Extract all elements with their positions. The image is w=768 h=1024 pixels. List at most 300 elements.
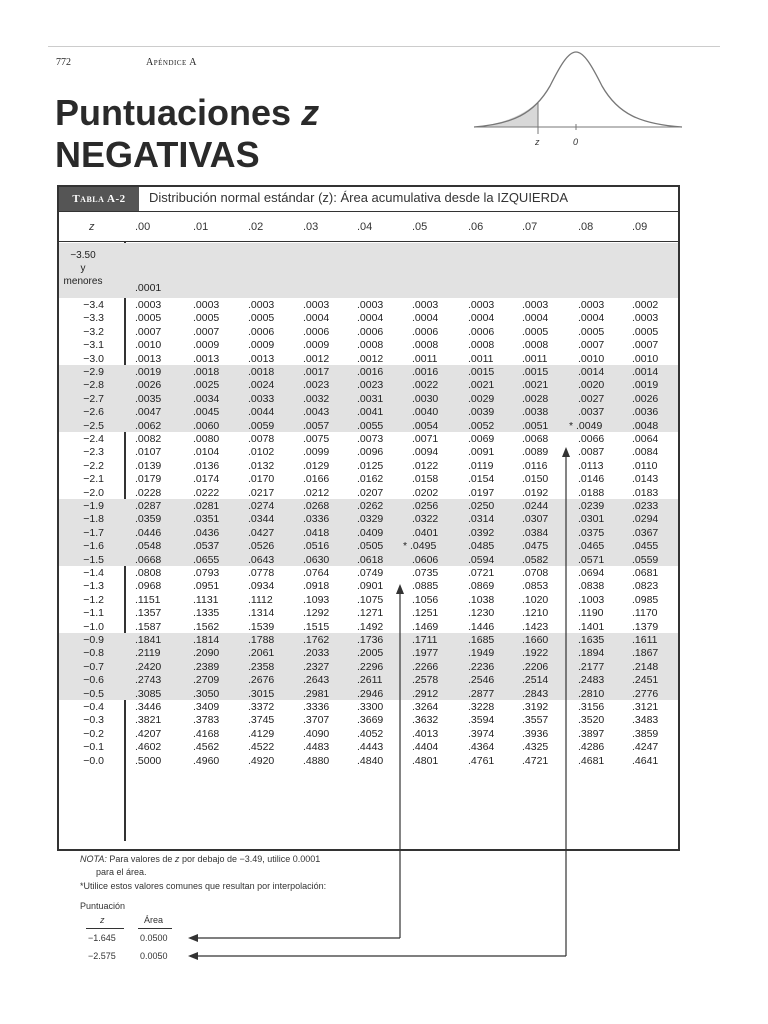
table-row xyxy=(59,714,678,727)
table-cell: .0002 xyxy=(632,299,659,311)
table-cell: .2810 xyxy=(578,687,605,700)
table-cell: .1401 xyxy=(578,620,605,633)
table-cell: .0054 xyxy=(412,419,439,432)
table-cell: .1314 xyxy=(248,607,275,620)
table-cell: .2643 xyxy=(303,674,330,687)
table-cell: .4090 xyxy=(303,727,330,740)
table-cell: .0793 xyxy=(193,567,220,579)
table-cell: .3669 xyxy=(357,714,384,727)
table-cell: .0823 xyxy=(632,580,659,593)
table-cell: .2177 xyxy=(578,660,605,673)
table-cell: .0104 xyxy=(193,446,220,459)
table-cell: .4721 xyxy=(522,754,549,767)
table-cell: .3783 xyxy=(193,714,220,727)
table-cell: .0708 xyxy=(522,567,549,579)
z-value: −0.1 xyxy=(83,741,104,754)
table-cell: .1379 xyxy=(632,620,659,633)
table-cell: .0027 xyxy=(578,392,605,405)
table-cell: .0003 xyxy=(303,299,330,311)
example-z-2: −2.575 xyxy=(88,951,116,961)
note-line-2: para el área. xyxy=(96,867,147,877)
table-cell: .0005 xyxy=(522,325,549,338)
table-cell: .0014 xyxy=(632,366,659,378)
table-cell: .0222 xyxy=(193,486,220,499)
table-cell: .1230 xyxy=(468,607,495,620)
table-cell: .1949 xyxy=(468,647,495,660)
table-cell: .1446 xyxy=(468,620,495,633)
table-cell: .0068 xyxy=(522,433,549,445)
table-cell: .0004 xyxy=(522,312,549,325)
table-cell: .2546 xyxy=(468,674,495,687)
table-caption: Distribución normal estándar (z): Área acumulativa desde la IZQUIERDA xyxy=(149,190,569,205)
table-cell: .0901 xyxy=(357,580,384,593)
column-header: .03 xyxy=(303,221,319,233)
table-cell: .3483 xyxy=(632,714,659,727)
table-cell: .1335 xyxy=(193,607,220,620)
table-cell: .0010 xyxy=(135,339,162,352)
table-cell: .4960 xyxy=(193,754,220,767)
table-cell: .0001 xyxy=(135,282,162,294)
table-cell: .0384 xyxy=(522,526,549,539)
z-value: −2.5 xyxy=(83,419,104,432)
table-cell: .0080 xyxy=(193,433,220,445)
table-cell: .0048 xyxy=(632,419,659,432)
table-cell: .0041 xyxy=(357,406,384,419)
table-row xyxy=(59,312,678,325)
arrow-head-2575 xyxy=(188,952,198,960)
z-value: −0.0 xyxy=(83,754,104,767)
table-cell: .0808 xyxy=(135,567,162,579)
table-cell: .0009 xyxy=(248,339,275,352)
table-cell: .0110 xyxy=(632,459,658,472)
table-cell: .5000 xyxy=(135,754,162,767)
table-cell: .0052 xyxy=(468,419,495,432)
table-cell: .0003 xyxy=(522,299,549,311)
column-header-rule xyxy=(59,241,678,242)
table-cell: .0026 xyxy=(135,379,162,392)
table-cell: .4522 xyxy=(248,741,275,754)
table-cell: .1922 xyxy=(522,647,549,660)
table-cell: .3050 xyxy=(193,687,220,700)
table-cell: .3897 xyxy=(578,727,605,740)
table-cell: .0344 xyxy=(248,513,275,526)
nota-z: z xyxy=(174,854,180,864)
table-cell: .0307 xyxy=(522,513,549,526)
table-row xyxy=(59,728,678,741)
table-cell: .2090 xyxy=(193,647,220,660)
table-cell: .0951 xyxy=(193,580,220,593)
table-cell: .3446 xyxy=(135,701,162,713)
example-area-2: 0.0050 xyxy=(140,951,168,961)
table-row xyxy=(59,554,678,567)
table-row xyxy=(59,393,678,406)
table-cell: .0985 xyxy=(632,593,659,606)
table-cell: .0021 xyxy=(522,379,549,392)
table-cell: .0351 xyxy=(193,513,220,526)
table-cell: .0132 xyxy=(248,459,275,472)
table-cell: .0013 xyxy=(248,352,275,365)
table-cell: .4207 xyxy=(135,727,162,740)
table-cell: .0212 xyxy=(303,486,330,499)
table-cell: .0250 xyxy=(468,500,495,512)
arrow-head-1645 xyxy=(188,934,198,942)
table-cell: .0681 xyxy=(632,567,659,579)
table-cell: .1131 xyxy=(193,593,219,606)
table-cell: .0003 xyxy=(193,299,220,311)
table-cell: .3745 xyxy=(248,714,275,727)
z-value: −2.0 xyxy=(83,486,104,499)
table-cell: .0526 xyxy=(248,540,275,553)
table-cell: .0113 xyxy=(578,459,604,472)
table-cell: .0166 xyxy=(303,473,330,486)
z-value: −3.3 xyxy=(83,312,104,325)
table-cell: .3300 xyxy=(357,701,384,713)
table-cell: .2358 xyxy=(248,660,275,673)
table-cell: .0125 xyxy=(357,459,384,472)
table-cell: .0183 xyxy=(632,486,659,499)
table-cell: .0021 xyxy=(468,379,495,392)
table-cell: .1003 xyxy=(578,593,605,606)
table-cell: .0004 xyxy=(357,312,384,325)
table-cell: .0853 xyxy=(522,580,549,593)
table-cell: .0102 xyxy=(248,446,275,459)
table-cell: .0030 xyxy=(412,392,439,405)
z-value: −1.6 xyxy=(83,540,104,553)
column-header: .04 xyxy=(357,221,373,233)
table-cell: .0003 xyxy=(468,299,495,311)
table-cell: .0427 xyxy=(248,526,275,539)
min-z-label: y xyxy=(80,263,86,274)
table-row xyxy=(59,741,678,754)
table-cell: .1151 xyxy=(135,593,161,606)
column-header: .05 xyxy=(412,221,428,233)
table-cell: .0217 xyxy=(248,486,275,499)
table-cell: .0643 xyxy=(248,553,275,566)
table-row xyxy=(59,473,678,486)
table-cell: .0571 xyxy=(578,553,605,566)
table-cell: .0012 xyxy=(357,352,384,365)
table-cell: .1292 xyxy=(303,607,330,620)
table-cell: .4761 xyxy=(468,754,495,767)
table-cell: .0174 xyxy=(193,473,220,486)
table-cell: .2327 xyxy=(303,660,330,673)
table-row xyxy=(59,634,678,647)
table-cell: .0367 xyxy=(632,526,659,539)
table-cell: .0778 xyxy=(248,567,275,579)
table-cell: .0013 xyxy=(135,352,162,365)
table-cell: .0630 xyxy=(303,553,330,566)
table-cell: .0007 xyxy=(193,325,220,338)
table-row xyxy=(59,540,678,553)
table-cell: .2981 xyxy=(303,687,330,700)
table-tag: Tabla A-2 xyxy=(59,187,139,211)
table-cell: .0038 xyxy=(522,406,549,419)
table-cell: .2005 xyxy=(357,647,384,660)
table-cell: .3409 xyxy=(193,701,220,713)
table-cell: .0668 xyxy=(135,553,162,566)
table-cell: .0918 xyxy=(303,580,330,593)
table-cell: .1357 xyxy=(135,607,162,620)
column-header: .06 xyxy=(468,221,484,233)
title-word: Puntuaciones xyxy=(55,92,292,133)
z-value: −0.4 xyxy=(83,701,104,713)
table-cell: .0037 xyxy=(578,406,605,419)
table-cell: .2843 xyxy=(522,687,549,700)
table-cell: .4404 xyxy=(412,741,439,754)
min-z-label: menores xyxy=(63,276,103,287)
table-cell: .0158 xyxy=(412,473,439,486)
table-cell: .0262 xyxy=(357,500,384,512)
table-cell: .2451 xyxy=(632,674,659,687)
table-cell: .0322 xyxy=(412,513,439,526)
table-cell: .1170 xyxy=(632,607,658,620)
table-cell: .0007 xyxy=(578,339,605,352)
table-cell: .0268 xyxy=(303,500,330,512)
z-value: −2.7 xyxy=(83,392,104,405)
table-cell: .0078 xyxy=(248,433,275,445)
table-cell: .0146 xyxy=(578,473,605,486)
table-cell: .0028 xyxy=(522,392,549,405)
table-cell: .0375 xyxy=(578,526,605,539)
table-row xyxy=(59,701,678,714)
table-cell: .1894 xyxy=(578,647,605,660)
table-cell: .1660 xyxy=(522,634,549,646)
table-cell: .1611 xyxy=(632,634,658,646)
table-cell: .1562 xyxy=(193,620,220,633)
table-cell: .1469 xyxy=(412,620,439,633)
puntuacion-label: Puntuación xyxy=(80,901,126,911)
table-row xyxy=(59,487,678,500)
table-cell: .0107 xyxy=(135,446,162,459)
table-cell: .0968 xyxy=(135,580,162,593)
table-cell: .3821 xyxy=(135,714,162,727)
table-cell: .1788 xyxy=(248,634,275,646)
table-cell: .0869 xyxy=(468,580,495,593)
z-value: −1.1 xyxy=(83,607,104,620)
table-cell: .0082 xyxy=(135,433,162,445)
table-cell: .3594 xyxy=(468,714,495,727)
table-cell: .0029 xyxy=(468,392,495,405)
table-cell: .0006 xyxy=(357,325,384,338)
table-cell: .4013 xyxy=(412,727,439,740)
z-column-header: z xyxy=(89,221,95,233)
table-cell: .0024 xyxy=(248,379,275,392)
table-cell: .0060 xyxy=(193,419,220,432)
table-cell: .0005 xyxy=(632,325,659,338)
table-cell: .0475 xyxy=(522,540,549,553)
table-cell: .0005 xyxy=(248,312,275,325)
z-value: −2.9 xyxy=(83,366,104,378)
table-cell: .2148 xyxy=(632,660,659,673)
table-cell: .0005 xyxy=(578,325,605,338)
table-cell: .3859 xyxy=(632,727,659,740)
table-cell: .0136 xyxy=(193,459,220,472)
table-cell: .0119 xyxy=(468,459,494,472)
table-cell: .0256 xyxy=(412,500,439,512)
table-row xyxy=(59,460,678,473)
example-z-1: −1.645 xyxy=(88,933,116,943)
table-cell: .0022 xyxy=(412,379,439,392)
table-cell: .0003 xyxy=(632,312,659,325)
table-row xyxy=(59,299,678,312)
table-cell: .0129 xyxy=(303,459,330,472)
table-cell: .1711 xyxy=(412,634,438,646)
normal-curve-figure xyxy=(472,44,684,154)
table-cell: .0392 xyxy=(468,526,495,539)
z-value: −2.8 xyxy=(83,379,104,392)
table-cell: .0015 xyxy=(522,366,549,378)
table-cell: .0150 xyxy=(522,473,549,486)
table-cell: .0244 xyxy=(522,500,549,512)
table-row xyxy=(59,647,678,660)
z-value: −2.4 xyxy=(83,433,104,445)
table-cell: .0122 xyxy=(412,459,439,472)
table-cell: .0019 xyxy=(632,379,659,392)
table-cell: .0418 xyxy=(303,526,330,539)
table-cell: .0359 xyxy=(135,513,162,526)
table-cell: .0094 xyxy=(412,446,439,459)
table-cell: .0013 xyxy=(193,352,220,365)
table-cell: .4840 xyxy=(357,754,384,767)
table-row xyxy=(59,661,678,674)
table-cell: .0885 xyxy=(412,580,439,593)
table-cell: .0934 xyxy=(248,580,275,593)
table-row xyxy=(59,420,678,433)
table-cell: .2033 xyxy=(303,647,330,660)
table-row xyxy=(59,621,678,634)
table-cell: .0446 xyxy=(135,526,162,539)
header-rule xyxy=(59,211,678,212)
table-cell: .0314 xyxy=(468,513,495,526)
table-cell: .0005 xyxy=(135,312,162,325)
table-cell: .0606 xyxy=(412,553,439,566)
table-cell: .0010 xyxy=(632,352,659,365)
interpolation-note: *Utilice estos valores comunes que resultan por interpolación: xyxy=(80,881,327,891)
column-header: .09 xyxy=(632,221,648,233)
table-cell: .4880 xyxy=(303,754,330,767)
z-value: −1.2 xyxy=(83,593,104,606)
table-row xyxy=(59,366,678,379)
table-cell: .0004 xyxy=(468,312,495,325)
min-z-label: −3.50 xyxy=(70,250,96,261)
table-cell: .0409 xyxy=(357,526,384,539)
table-cell: .0014 xyxy=(578,366,605,378)
table-cell: .0116 xyxy=(522,459,548,472)
table-cell: .0005 xyxy=(193,312,220,325)
table-cell: .2420 xyxy=(135,660,162,673)
table-row xyxy=(59,567,678,580)
table-cell: .0031 xyxy=(357,392,384,405)
column-header: .00 xyxy=(135,221,151,233)
table-cell: .1587 xyxy=(135,620,162,633)
table-cell: .0008 xyxy=(412,339,439,352)
table-cell: .0655 xyxy=(193,553,220,566)
table-cell: .0006 xyxy=(248,325,275,338)
table-cell: .1977 xyxy=(412,647,439,660)
table-cell: .3557 xyxy=(522,714,549,727)
table-cell: .0694 xyxy=(578,567,605,579)
table-cell: .3121 xyxy=(632,701,659,713)
table-cell: .0012 xyxy=(303,352,330,365)
table-cell: .0026 xyxy=(632,392,659,405)
table-cell: .0064 xyxy=(632,433,659,445)
table-cell: .4443 xyxy=(357,741,384,754)
table-cell: .1762 xyxy=(303,634,330,646)
table-row xyxy=(59,326,678,339)
table-cell: .0073 xyxy=(357,433,384,445)
table-cell: .0019 xyxy=(135,366,162,378)
table-cell: .0287 xyxy=(135,500,162,512)
page-number: 772 xyxy=(56,57,71,68)
table-cell: .3974 xyxy=(468,727,495,740)
table-cell: .4562 xyxy=(193,741,220,754)
table-cell: .1038 xyxy=(468,593,495,606)
table-row xyxy=(59,674,678,687)
table-cell: .0582 xyxy=(522,553,549,566)
table-cell: .3520 xyxy=(578,714,605,727)
table-cell: .0066 xyxy=(578,433,605,445)
table-cell: .0202 xyxy=(412,486,439,499)
table-cell: .4801 xyxy=(412,754,439,767)
table-cell: .0016 xyxy=(412,366,439,378)
table-cell: .0329 xyxy=(357,513,384,526)
table-cell: .0170 xyxy=(248,473,275,486)
table-cell: .0008 xyxy=(357,339,384,352)
table-row xyxy=(59,513,678,526)
table-cell: .0043 xyxy=(303,406,330,419)
table-cell: .3015 xyxy=(248,687,275,700)
table-cell: .1251 xyxy=(412,607,439,620)
table-cell: .0033 xyxy=(248,392,275,405)
table-cell: .4052 xyxy=(357,727,384,740)
table-cell: .0516 xyxy=(303,540,330,553)
column-header: .01 xyxy=(193,221,209,233)
table-cell: .1423 xyxy=(522,620,549,633)
table-cell: .0096 xyxy=(357,446,384,459)
table-cell: .3156 xyxy=(578,701,605,713)
table-cell: .3372 xyxy=(248,701,275,713)
bell-curve xyxy=(474,52,682,127)
table-cell: .0023 xyxy=(357,379,384,392)
table-cell: .2206 xyxy=(522,660,549,673)
z-table xyxy=(57,185,680,851)
table-cell: .0294 xyxy=(632,513,659,526)
z-value: −0.6 xyxy=(83,674,104,687)
table-cell: .0011 xyxy=(522,352,548,365)
table-cell: .0018 xyxy=(248,366,275,378)
z-value: −2.1 xyxy=(83,473,104,486)
table-cell: .2236 xyxy=(468,660,495,673)
table-cell: .1056 xyxy=(412,593,439,606)
z-value: −0.5 xyxy=(83,687,104,700)
table-cell: .1271 xyxy=(357,607,384,620)
table-header-band xyxy=(59,187,678,211)
title-z: z xyxy=(301,92,320,133)
z-value: −0.8 xyxy=(83,647,104,660)
table-cell: .1075 xyxy=(357,593,384,606)
table-cell: .0192 xyxy=(522,486,549,499)
table-cell: .0091 xyxy=(468,446,495,459)
table-row xyxy=(59,433,678,446)
table-cell: .2266 xyxy=(412,660,439,673)
z-head-rule xyxy=(86,928,124,929)
page-title-line2: NEGATIVAS xyxy=(55,134,260,175)
table-cell: .0051 xyxy=(522,419,549,432)
table-cell: .0040 xyxy=(412,406,439,419)
table-cell: .1736 xyxy=(357,634,384,646)
table-cell: .0559 xyxy=(632,553,659,566)
table-cell: .0233 xyxy=(632,500,659,512)
